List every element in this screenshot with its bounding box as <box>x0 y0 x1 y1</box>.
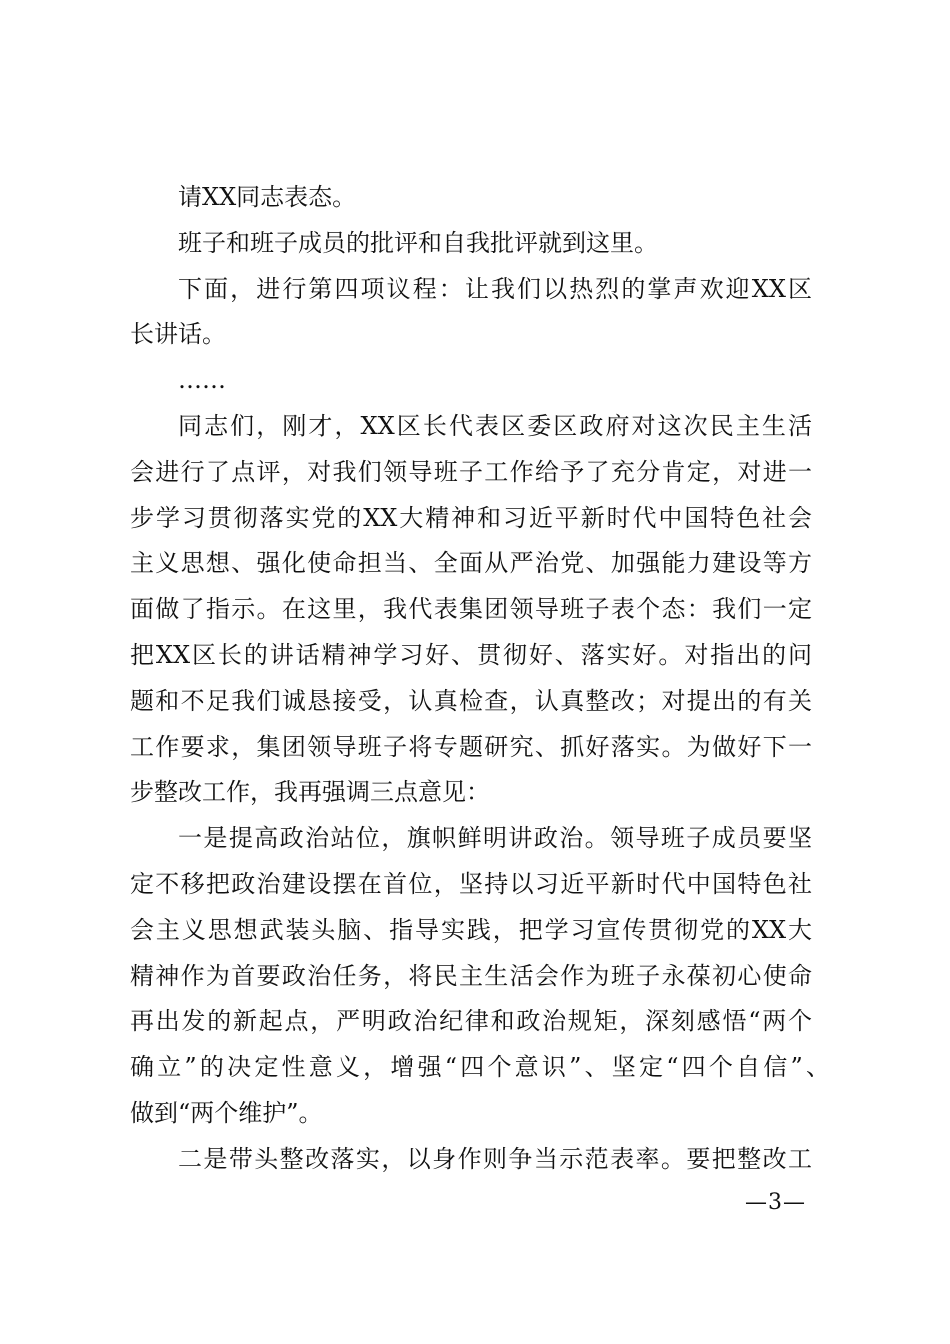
text-line: 会主义思想武装头脑、指导实践，把学习宣传贯彻党的XX大 <box>130 915 812 944</box>
text-line: 请XX同志表态。 <box>178 183 357 211</box>
text-line: …… <box>178 366 226 395</box>
text-line: 主义思想、强化使命担当、全面从严治党、加强能力建设等方 <box>130 549 812 578</box>
text-line: 二是带头整改落实，以身作则争当示范表率。要把整改工 <box>178 1144 812 1173</box>
text-line: 再出发的新起点，严明政治纪律和政治规矩，深刻感悟“两个 <box>130 1007 812 1036</box>
text-line: 把XX区长的讲话精神学习好、贯彻好、落实好。对指出的问 <box>130 640 812 669</box>
text-line: 定不移把政治建设摆在首位，坚持以习近平新时代中国特色社 <box>130 869 812 898</box>
text-line: 面做了指示。在这里，我代表集团领导班子表个态：我们一定 <box>130 595 812 624</box>
page-number: —3— <box>745 1190 806 1215</box>
text-line: 班子和班子成员的批评和自我批评就到这里。 <box>178 228 658 257</box>
text-line: 工作要求，集团领导班子将专题研究、抓好落实。为做好下一 <box>130 732 812 761</box>
text-line: 题和不足我们诚恳接受，认真检查，认真整改；对提出的有关 <box>130 686 812 715</box>
text-line: 下面，进行第四项议程：让我们以热烈的掌声欢迎XX区 <box>178 274 812 303</box>
document-body <box>130 175 830 1183</box>
text-line: 步整改工作，我再强调三点意见： <box>130 778 490 807</box>
text-line: 同志们，刚才，XX区长代表区委区政府对这次民主生活 <box>178 411 812 440</box>
text-line: 步学习贯彻落实党的XX大精神和习近平新时代中国特色社会 <box>130 503 812 532</box>
text-line: 确立”的决定性意义，增强“四个意识”、坚定“四个自信”、 <box>130 1053 830 1082</box>
text-line: 精神作为首要政治任务，将民主生活会作为班子永葆初心使命 <box>130 961 812 990</box>
text-line: 会进行了点评，对我们领导班子工作给予了充分肯定，对进一 <box>130 457 812 486</box>
text-line: 一是提高政治站位，旗帜鲜明讲政治。领导班子成员要坚 <box>178 824 812 853</box>
text-line: 做到“两个维护”。 <box>130 1098 323 1127</box>
text-line: 长讲话。 <box>130 320 226 349</box>
